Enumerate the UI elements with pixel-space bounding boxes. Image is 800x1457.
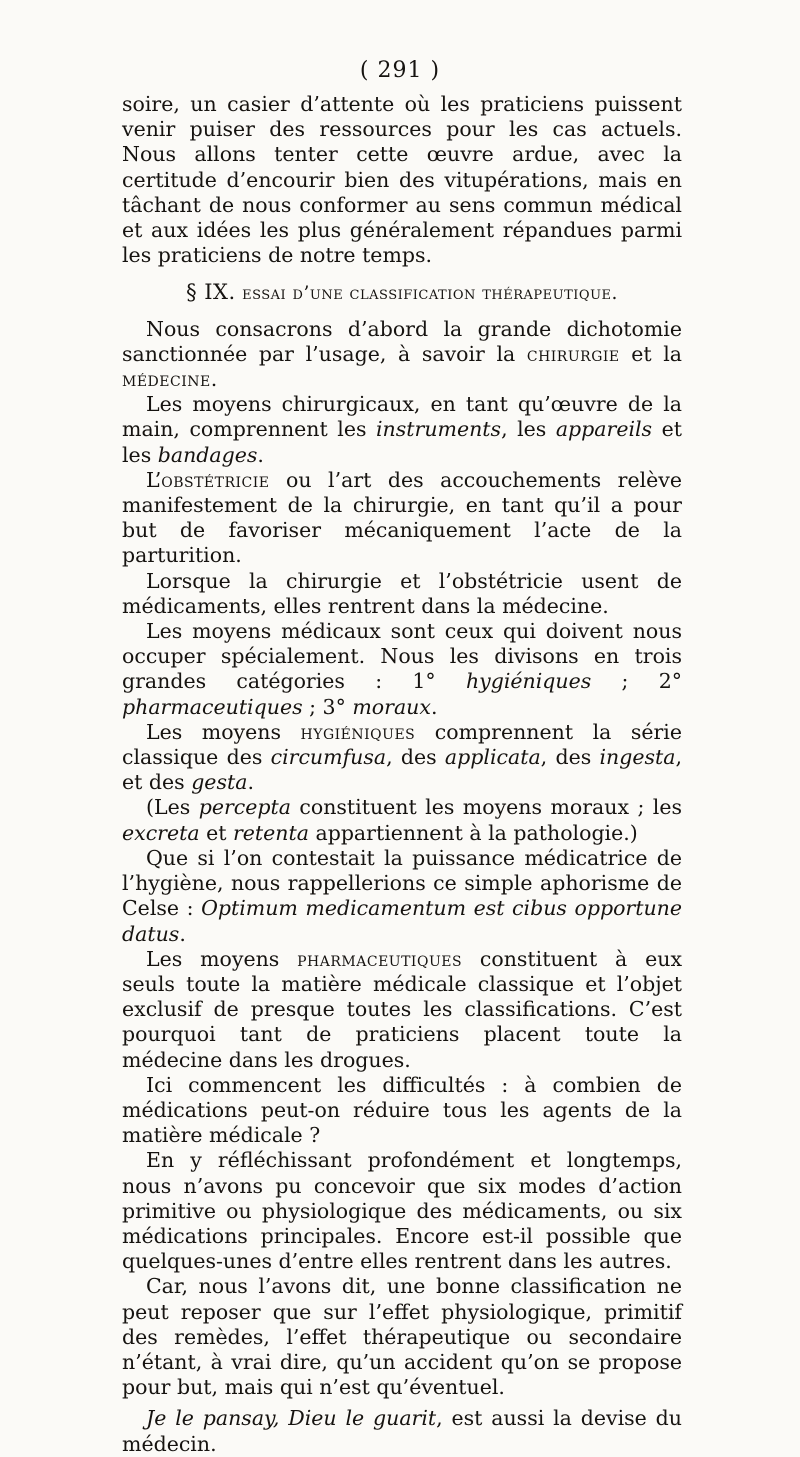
paragraph: Ici commencent les difficultés : à combien de médications peut-on réduire tous les agents de la matière médicale ? — [122, 1072, 682, 1148]
paragraph: L’obstétricie ou l’art des accouchements relève manifestement de la chirurgie, en tant qu’il a pour but de favoriser mécaniquement l’acte de la parturition. — [122, 467, 682, 568]
paragraph: Lorsque la chirurgie et l’obstétricie usent de médicaments, elles rentrent dans la médecine. — [122, 568, 682, 618]
paragraph: Nous consacrons d’abord la grande dichotomie sanctionnée par l’usage, à savoir la chirurgie et la médecine. — [122, 316, 682, 392]
paragraph: Les moyens hygiéniques comprennent la série classique des circumfusa, des applicata, des ingesta, et des gesta. — [122, 719, 683, 795]
paragraph: En y réfléchissant profondément et longtemps, nous n’avons pu concevoir que six modes d’action primitive ou physiologique des médicaments, ou six médications principales. Encore est-il possible que quelques-unes d’entre elles rentrent dans les autres. — [122, 1148, 682, 1274]
section-number: § IX. — [186, 280, 236, 305]
page-number: ( 291 ) — [359, 58, 441, 83]
paragraph-motto: Je le pansay, Dieu le guarit, est aussi la devise du médecin. — [122, 1406, 682, 1456]
paragraph: Les moyens pharmaceutiques constituent à eux seuls toute la matière médicale classique et l’objet exclusif de presque toutes les classifications. C’est pourquoi tant de praticiens placent toute la médecine dans les drogues. — [122, 946, 683, 1072]
section-heading — [122, 280, 682, 306]
paragraph: Les moyens chirurgicaux, en tant qu’œuvre de la main, comprennent les instruments, les appareils et les bandages. — [122, 392, 682, 467]
paragraph-continuation: soire, un casier d’attente où les praticiens puissent venir puiser des ressources pour les cas actuels. Nous allons tenter cette œuvre ardue, avec la certitude d’encourir bien des vitupérations, mais en tâchant de nous conformer au sens commun médical et aux idées les plus généralement répandues parmi les praticiens de notre temps. — [122, 92, 682, 268]
paragraph: Les moyens médicaux sont ceux qui doivent nous occuper spécialement. Nous les divisons en trois grandes catégories : 1° hygiéniques ; 2° pharmaceutiques ; 3° moraux. — [122, 619, 683, 719]
section-title: essai d’une classification thérapeutique. — [242, 283, 618, 305]
body-text — [122, 92, 682, 1457]
paragraph: Que si l’on contestait la puissance médicatrice de l’hygiène, nous rappellerions ce simple aphorisme de Celse : Optimum medicamentum est cibus opportune datus. — [122, 845, 682, 946]
paragraph: (Les percepta constituent les moyens moraux ; les excreta et retenta appartiennent à la pathologie.) — [122, 795, 683, 845]
paragraph: Car, nous l’avons dit, une bonne classification ne peut reposer que sur l’effet physiologique, primitif des remèdes, l’effet thérapeutique ou secondaire n’étant, à vrai dire, qu’un accident qu’on se propose pour but, mais qui n’est qu’éventuel. — [122, 1274, 682, 1400]
